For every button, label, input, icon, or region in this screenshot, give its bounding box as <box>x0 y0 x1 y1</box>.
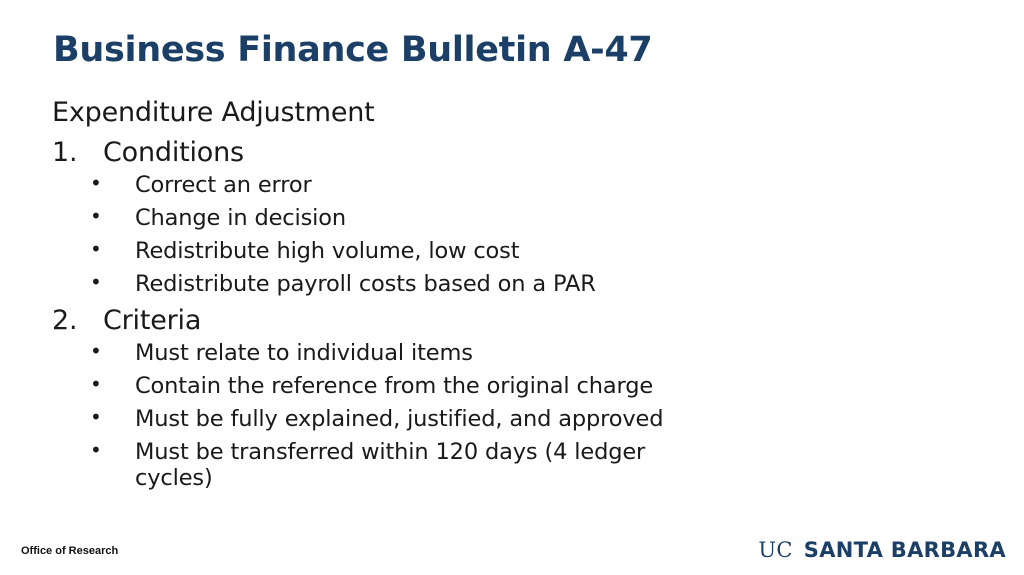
bullet-text: Must be transferred within 120 days (4 ledger cycles) <box>135 439 646 491</box>
bullet-text: Redistribute high volume, low cost <box>135 238 520 264</box>
bullet-item <box>52 238 705 264</box>
bullet-text: Contain the reference from the original charge <box>135 373 654 399</box>
bullet-list <box>52 172 752 297</box>
bullet-text: Correct an error <box>135 172 312 198</box>
bullet-icon: • <box>90 339 102 363</box>
bullet-item <box>52 373 705 399</box>
bullet-text: Must relate to individual items <box>135 340 473 366</box>
section-criteria <box>52 304 752 491</box>
logo-uc-text: UC <box>758 538 793 562</box>
bullet-item <box>52 340 705 366</box>
bullet-item <box>52 205 705 231</box>
section-list <box>52 136 752 491</box>
section-heading-text: Criteria <box>103 305 202 336</box>
bullet-icon: • <box>90 171 102 195</box>
slide-content <box>52 94 752 498</box>
bullet-icon: • <box>90 270 102 294</box>
section-number: 1. <box>52 137 78 168</box>
bullet-list <box>52 340 752 491</box>
bullet-icon: • <box>90 204 102 228</box>
bullet-text: Change in decision <box>135 205 347 231</box>
section-conditions <box>52 136 752 297</box>
logo-name-text: SANTA BARBARA <box>803 538 1006 562</box>
bullet-item <box>52 271 705 297</box>
section-heading <box>52 304 752 338</box>
bullet-item <box>52 172 705 198</box>
bullet-text: Must be fully explained, justified, and approved <box>135 406 664 432</box>
bullet-icon: • <box>90 237 102 261</box>
bullet-item <box>52 439 705 491</box>
slide-subtitle: Expenditure Adjustment <box>52 97 375 128</box>
section-heading-text: Conditions <box>103 137 244 168</box>
bullet-item <box>52 406 705 432</box>
bullet-text: Redistribute payroll costs based on a PAR <box>135 271 596 297</box>
footer-office-label: Office of Research <box>21 545 119 557</box>
bullet-icon: • <box>90 372 102 396</box>
section-heading <box>52 136 752 170</box>
bullet-icon: • <box>90 438 102 462</box>
bullet-icon: • <box>90 405 102 429</box>
slide-title: Business Finance Bulletin A-47 <box>53 30 653 70</box>
uc-santa-barbara-logo <box>758 538 1006 562</box>
section-number: 2. <box>52 305 78 336</box>
